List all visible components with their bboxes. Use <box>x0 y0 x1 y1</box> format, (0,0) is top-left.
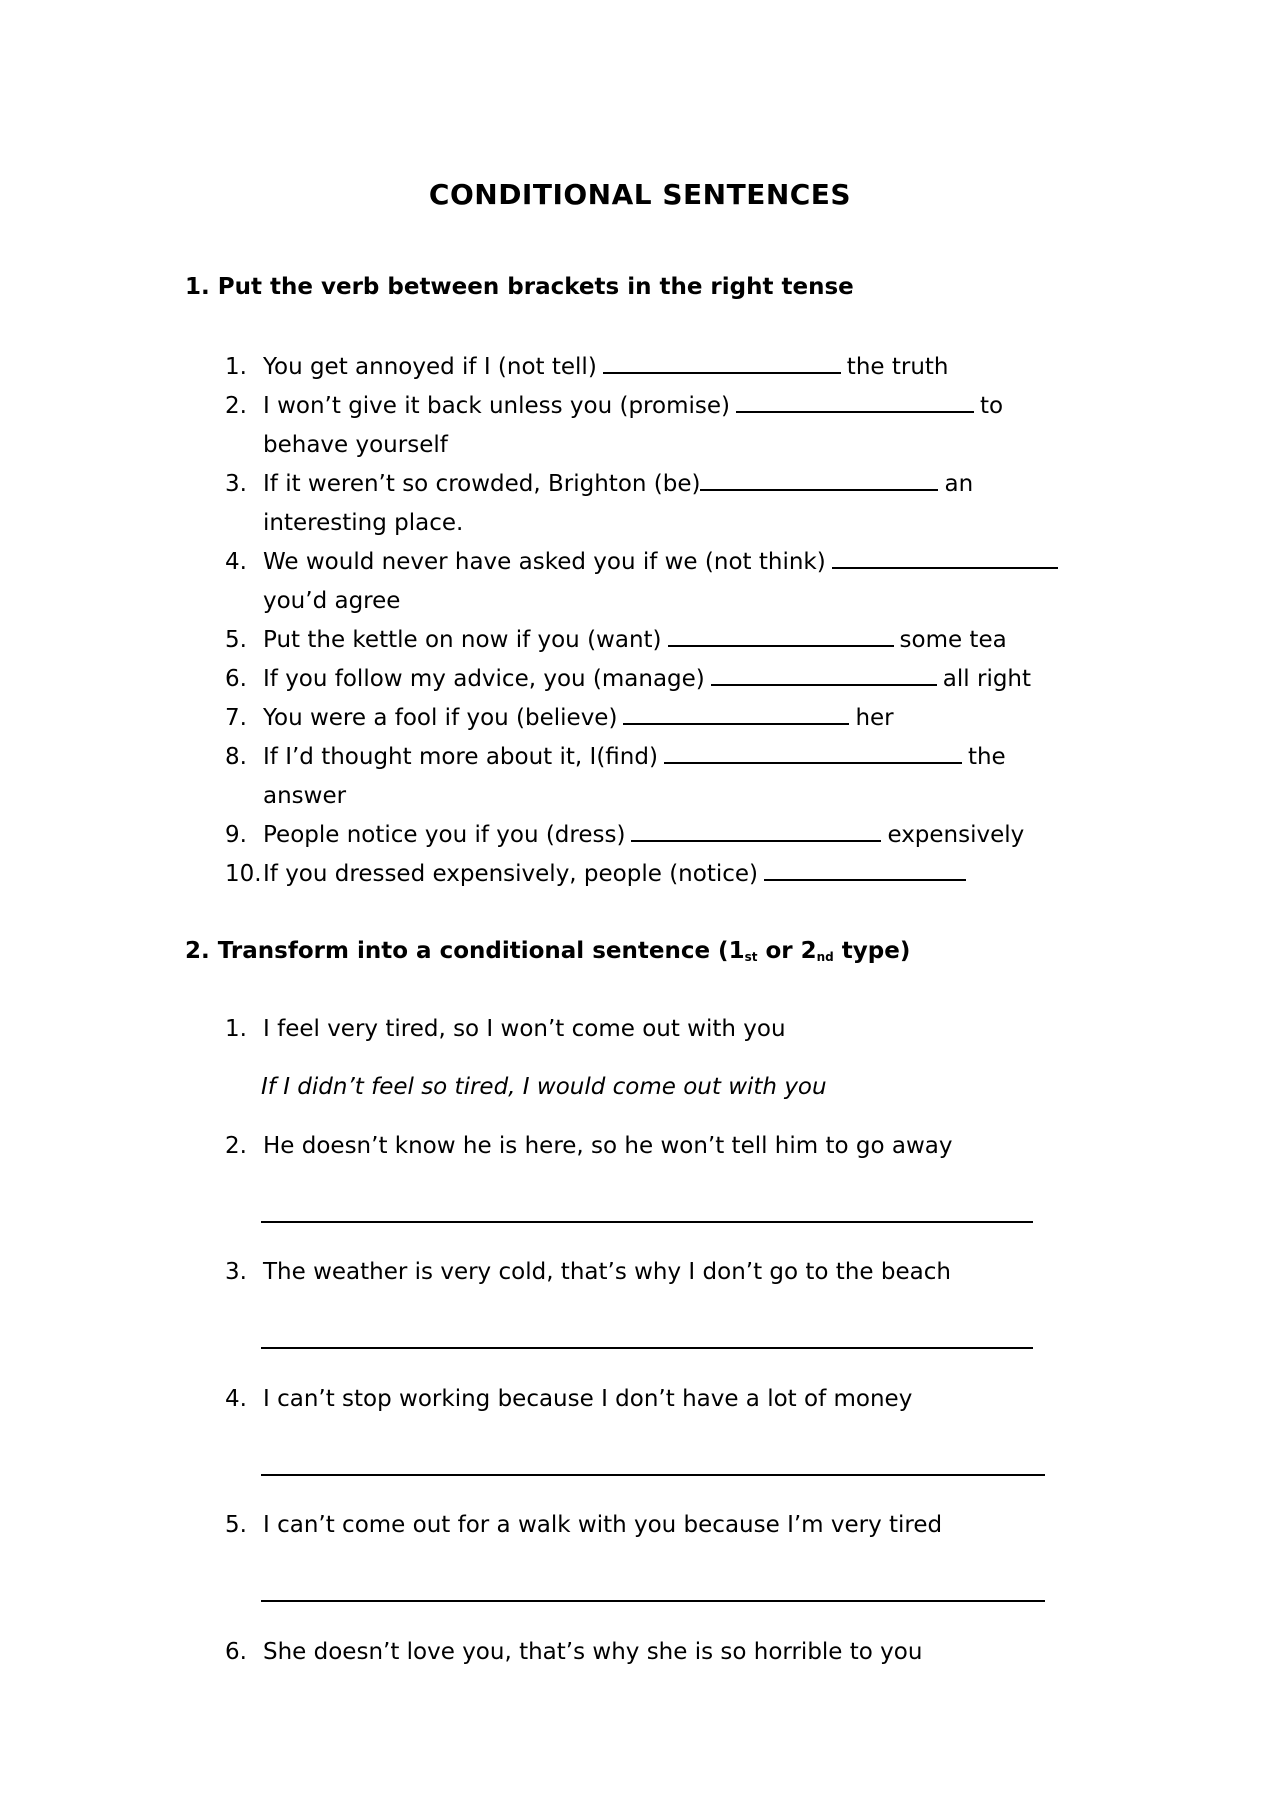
item-text: I won’t give it back unless you (promise) <box>263 393 730 419</box>
list-item <box>185 660 1105 699</box>
item-text: You were a fool if you (believe) <box>263 705 618 731</box>
item-text: If you follow my advice, you (manage) <box>263 666 705 692</box>
item-text-after: expensively <box>887 822 1025 848</box>
item-text-after: her <box>855 705 894 731</box>
item-number: 9. <box>225 822 247 848</box>
answer-blank[interactable] <box>711 660 937 686</box>
answer-blank[interactable] <box>832 543 1058 569</box>
item-text: I feel very tired, so I won’t come out with you <box>263 1016 786 1042</box>
list-item <box>185 816 1105 855</box>
answer-line[interactable] <box>261 1347 1033 1349</box>
superscript-nd: nd <box>816 950 834 964</box>
item-number: 7. <box>225 705 247 731</box>
superscript-st: st <box>744 950 758 964</box>
section-2-title-part: type) <box>833 938 911 964</box>
item-number: 3. <box>225 471 247 497</box>
list-item <box>185 738 1105 816</box>
answer-blank[interactable] <box>700 465 938 491</box>
list-item <box>185 621 1105 660</box>
section-1-number: 1. <box>185 274 210 300</box>
answer-blank[interactable] <box>764 855 966 881</box>
item-text: The weather is very cold, that’s why I don’t go to the beach <box>263 1259 951 1285</box>
answer-blank[interactable] <box>631 816 881 842</box>
item-text: We would never have asked you if we (not think) <box>263 549 826 575</box>
item-text: You get annoyed if I (not tell) <box>263 354 597 380</box>
item-text-after: the truth <box>846 354 949 380</box>
item-number: 6. <box>225 666 247 692</box>
item-number: 10. <box>225 861 262 887</box>
answer-blank[interactable] <box>668 621 894 647</box>
item-number: 5. <box>225 1512 247 1538</box>
item-number: 3. <box>225 1259 247 1285</box>
list-item <box>185 387 1105 465</box>
item-text: I can’t come out for a walk with you because I’m very tired <box>263 1512 943 1538</box>
section-2-title <box>218 938 911 964</box>
answer-blank[interactable] <box>736 387 974 413</box>
item-text-continued: answer <box>263 783 347 809</box>
list-item <box>185 543 1105 621</box>
list-item <box>185 1506 1105 1545</box>
list-item <box>185 1380 1105 1419</box>
list-item <box>185 1010 1105 1049</box>
item-text-after: an <box>944 471 974 497</box>
item-text: If it weren’t so crowded, Brighton (be) <box>263 471 701 497</box>
item-text-continued: interesting place. <box>263 510 464 536</box>
item-number: 4. <box>225 549 247 575</box>
item-number: 5. <box>225 627 247 653</box>
section-1-list <box>185 348 1105 894</box>
list-item <box>185 855 1105 894</box>
item-text-after: the <box>967 744 1006 770</box>
item-text-after: all right <box>942 666 1032 692</box>
list-item <box>185 1253 1105 1292</box>
item-text: If I’d thought more about it, I(find) <box>263 744 658 770</box>
item-text: People notice you if you (dress) <box>263 822 626 848</box>
item-number: 2. <box>225 393 247 419</box>
item-number: 4. <box>225 1386 247 1412</box>
list-item <box>185 465 1105 543</box>
item-text-after: to <box>980 393 1004 419</box>
page-title: CONDITIONAL SENTENCES <box>428 178 852 211</box>
item-number: 6. <box>225 1639 247 1665</box>
answer-blank[interactable] <box>664 738 962 764</box>
section-2-number: 2. <box>185 938 210 964</box>
list-item <box>185 1127 1105 1166</box>
section-1-title: Put the verb between brackets in the right tense <box>217 274 854 300</box>
item-text: I can’t stop working because I don’t have a lot of money <box>263 1386 913 1412</box>
item-text-continued: you’d agree <box>263 588 401 614</box>
answer-line[interactable] <box>261 1221 1033 1223</box>
item-text: He doesn’t know he is here, so he won’t tell him to go away <box>263 1133 953 1159</box>
item-number: 1. <box>225 1016 247 1042</box>
list-item <box>185 1633 1105 1672</box>
list-item <box>185 348 1105 387</box>
item-text: Put the kettle on now if you (want) <box>263 627 662 653</box>
section-2-title-part: Transform into a conditional sentence (1 <box>217 938 745 964</box>
list-item <box>185 699 1105 738</box>
item-text: She doesn’t love you, that’s why she is so horrible to you <box>263 1639 923 1665</box>
section-1-heading <box>185 274 854 300</box>
section-2-list <box>185 1010 1105 1672</box>
answer-line[interactable] <box>261 1474 1045 1476</box>
item-number: 1. <box>225 354 247 380</box>
answer-blank[interactable] <box>603 348 841 374</box>
section-2-title-part: or 2 <box>757 938 817 964</box>
item-number: 2. <box>225 1133 247 1159</box>
example-answer: If I didn’t feel so tired, I would come out with you <box>261 1074 827 1100</box>
item-text-continued: behave yourself <box>263 432 448 458</box>
section-2-heading <box>185 938 910 964</box>
item-number: 8. <box>225 744 247 770</box>
answer-blank[interactable] <box>623 699 849 725</box>
answer-line[interactable] <box>261 1600 1045 1602</box>
item-text: If you dressed expensively, people (notice) <box>263 861 759 887</box>
item-text-after: some tea <box>899 627 1007 653</box>
